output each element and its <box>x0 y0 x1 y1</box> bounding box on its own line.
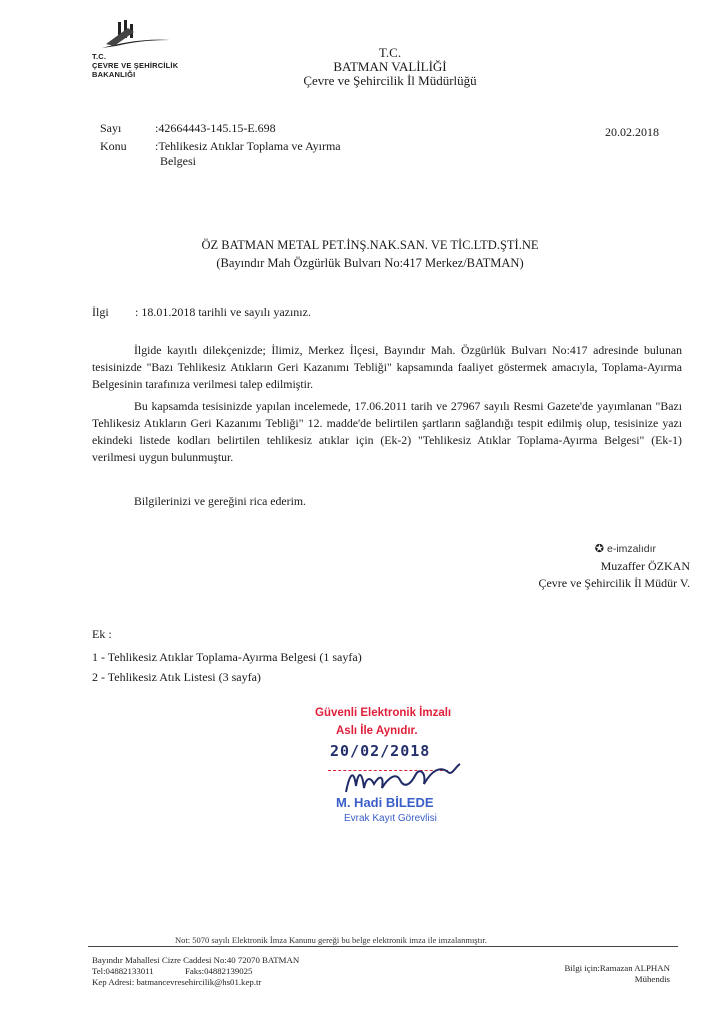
konu-value-line-2: Belgesi <box>160 154 196 168</box>
recipient-name: ÖZ BATMAN METAL PET.İNŞ.NAK.SAN. VE TİC.LTD.ŞTİ.NE <box>201 238 539 252</box>
recipient-block <box>140 236 600 272</box>
attachment-item-2: 2 - Tehlikesiz Atık Listesi (3 sayfa) <box>92 670 261 684</box>
document-date: 20.02.2018 <box>605 125 659 139</box>
body-paragraph-3: Bilgilerinizi ve gereğini rica ederim. <box>134 494 306 508</box>
document-header <box>230 46 550 88</box>
attachment-item-1: 1 - Tehlikesiz Atıklar Toplama-Ayırma Belgesi (1 sayfa) <box>92 650 362 664</box>
signer-title: Çevre ve Şehircilik İl Müdür V. <box>538 576 690 590</box>
konu-value-line-1: :Tehlikesiz Atıklar Toplama ve Ayırma <box>155 139 341 153</box>
stamp-name: M. Hadi BİLEDE <box>336 795 434 810</box>
seal-icon: ✪ <box>594 543 604 555</box>
logo-line-1: T.C. <box>92 52 107 61</box>
footer-bilgi-title: Mühendis <box>634 974 670 984</box>
attachments-label: Ek : <box>92 627 112 641</box>
signature-block <box>470 540 690 592</box>
header-valilik: BATMAN VALİLİĞİ <box>333 59 447 74</box>
footer-contact <box>540 963 670 985</box>
signer-name: Muzaffer ÖZKAN <box>600 559 690 573</box>
stamp-role: Evrak Kayıt Görevlisi <box>344 813 437 824</box>
recipient-address: (Bayındır Mah Özgürlük Bulvarı No:417 Merkez/BATMAN) <box>216 256 524 270</box>
header-mudurluk: Çevre ve Şehircilik İl Müdürlüğü <box>303 73 477 88</box>
sayi-value: :42664443-145.15-E.698 <box>155 121 276 135</box>
ilgi-label: İlgi <box>92 305 109 319</box>
eimza-text: e-imzalıdır <box>606 543 656 555</box>
footer-address: Bayındır Mahallesi Cizre Caddesi No:40 72070 BATMAN <box>92 955 300 965</box>
footer-kep: Kep Adresi: batmancevresehircilik@hs01.kep.tr <box>92 977 262 987</box>
footer-bilgi: Bilgi için:Ramazan ALPHAN <box>564 963 670 973</box>
logo-line-2: ÇEVRE VE ŞEHİRCİLİK <box>92 61 179 70</box>
konu-label: Konu <box>100 139 127 153</box>
ilgi-value: : 18.01.2018 tarihli ve sayılı yazınız. <box>135 305 311 319</box>
stamp-date: 20/02/2018 <box>330 742 431 760</box>
logo-line-3: BAKANLIĞI <box>92 70 136 79</box>
footer-faks: Faks:04882139025 <box>185 966 253 976</box>
ministry-logo-text <box>92 52 178 79</box>
body-paragraph-2: Bu kapsamda tesisinizde yapılan incelemede, 17.06.2011 tarih ve 27967 sayılı Resmi Gazete'de yayımlanan "Bazı Tehlikesiz Atıkların Geri Kazanımı Tebliği" 12. madde'de belirtilen şartların sağlandığı tespit edilmiş olup, tesisinize yazı ekindeki listede kodları belirtilen tehlikesiz atıklar için (Ek-2) "Tehlikesiz Atıklar Toplama-Ayırma Belgesi" (Ek-1) verilmesi uygun bulunmuştur. <box>92 399 682 464</box>
footer-divider <box>88 946 678 947</box>
stamp-line-1: Güvenli Elektronik İmzalı <box>315 707 452 719</box>
footer-tel: Tel:04882133011 <box>92 966 154 976</box>
footnote: Not: 5070 sayılı Elektronik İmza Kanunu gereği bu belge elektronik imza ile imzalanmıştır. <box>175 935 487 945</box>
stamp-line-2: Aslı İle Aynıdır. <box>336 725 418 737</box>
sayi-label: Sayı <box>100 121 122 135</box>
body-paragraph-1: İlgide kayıtlı dilekçenizde; İlimiz, Merkez İlçesi, Bayındır Mah. Özgürlük Bulvarı No:417 adresinde bulunan tesisinizde "Bazı Tehlikesiz Atıkların Geri Kazanımı Tebliği" kapsamında faaliyet göstermek amacıyla, Toplama-Ayırma Belgesinin tarafınıza verilmesi talep edilmiştir. <box>92 343 682 391</box>
eimza-line <box>470 540 656 558</box>
header-tc: T.C. <box>378 45 402 60</box>
